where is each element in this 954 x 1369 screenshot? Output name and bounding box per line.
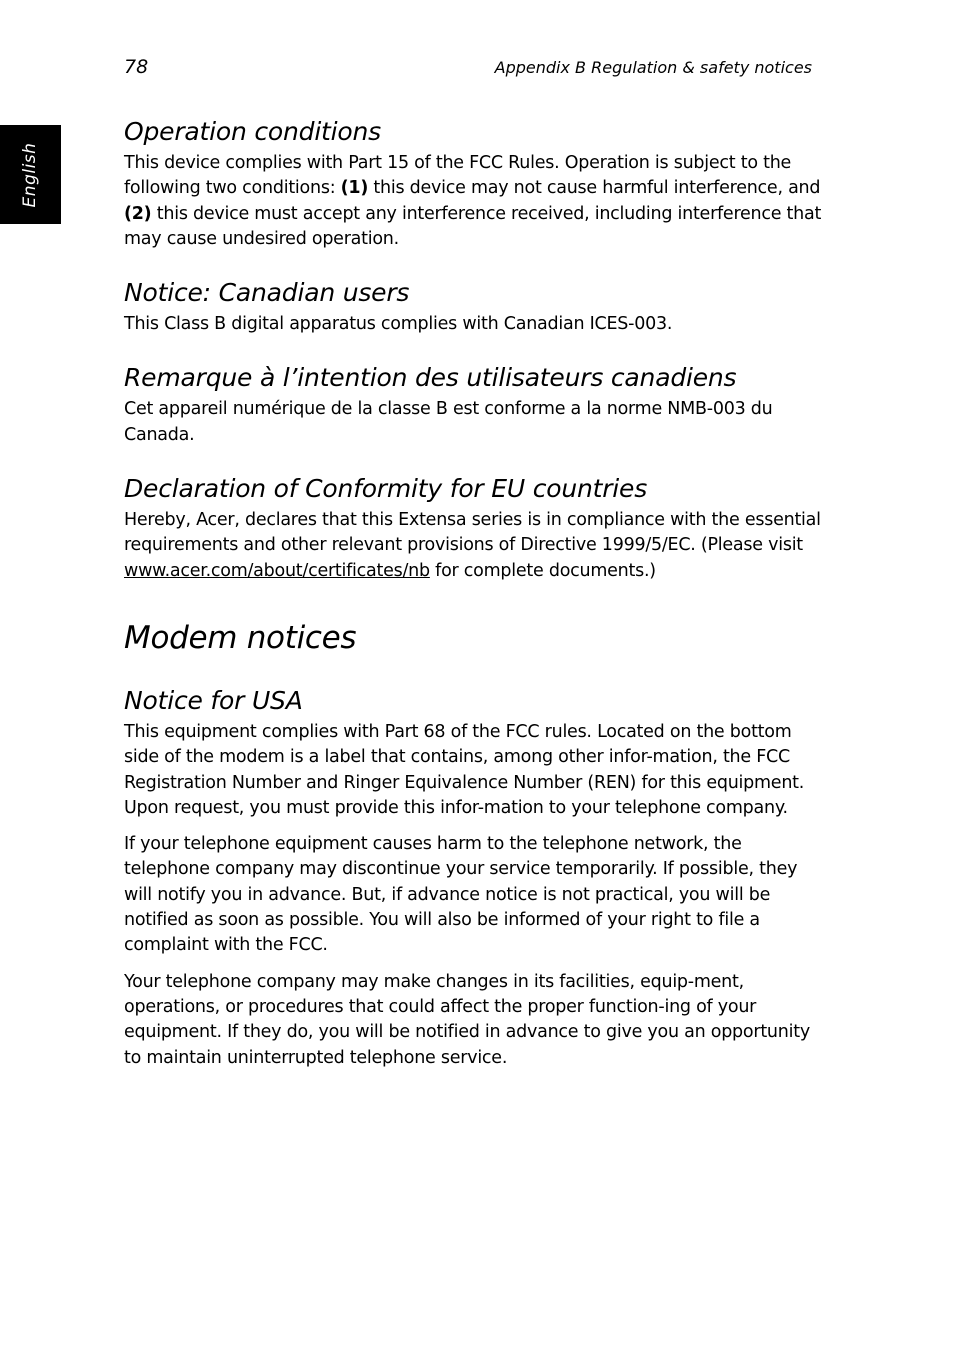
language-side-tab (0, 125, 61, 224)
page-content (124, 113, 824, 1071)
operation-text-part: this device must accept any interference received, including interference that may cause undesired operation. (124, 203, 822, 249)
eu-text-part: Hereby, Acer, declares that this Extensa series is in compliance with the essential requirements and other relevant provisions of Directive 1999/5/EC. (Please visit (124, 510, 821, 556)
remarque-text: Cet appareil numérique de la classe B est conforme a la norme NMB-003 du Canada. (124, 399, 773, 445)
remarque-heading: Remarque à l’intention des utilisateurs canadiens (124, 363, 737, 393)
operation-text-part: this device may not cause harmful interference, and (368, 178, 821, 199)
condition-marker-2: (2) (124, 203, 152, 224)
eu-text-part: for complete documents.) (429, 560, 656, 581)
certificates-link[interactable]: www.acer.com/about/certificates/nb (124, 560, 430, 581)
modem-notices-title: Modem notices (124, 619, 357, 656)
canadian-users-text: This Class B digital apparatus complies with Canadian ICES-003. (124, 314, 673, 335)
eu-conformity-heading: Declaration of Conformity for EU countries (124, 474, 648, 504)
usa-paragraph-2: If your telephone equipment causes harm to the telephone network, the telephone company may discontinue your service temporarily. If possible, they will notify you in advance. But, if advance notice is not practical, you will be notified as soon as possible. You will also be informed of your right to file a complaint with the FCC. (124, 834, 798, 956)
notice-usa-heading: Notice for USA (124, 685, 303, 715)
eu-conformity-text (124, 508, 824, 584)
operation-conditions-heading: Operation conditions (124, 117, 381, 146)
operation-conditions-text (124, 151, 824, 252)
running-header: Appendix B Regulation & safety notices (494, 58, 812, 77)
usa-paragraph-1: This equipment complies with Part 68 of the FCC rules. Located on the bottom side of the modem is a label that contains, among other infor-mation, the FCC Registration Number and Ringer Equivalence Number (REN) for this equipment. Upon request, you must provide this infor-mation to your telephone company. (124, 721, 805, 818)
condition-marker-1: (1) (340, 178, 369, 199)
language-side-tab-label: English (20, 142, 40, 208)
canadian-users-heading: Notice: Canadian users (124, 278, 410, 308)
page-number: 78 (124, 56, 149, 78)
usa-paragraph-3: Your telephone company may make changes in its facilities, equip-ment, operations, or procedures that could affect the proper function-ing of your equipment. If they do, you will be notified in advance to give you an opportunity to maintain uninterrupted telephone service. (124, 971, 810, 1068)
operation-text-part: This device complies with Part 15 of the FCC Rules. Operation is subject to the following two conditions: (124, 153, 792, 199)
